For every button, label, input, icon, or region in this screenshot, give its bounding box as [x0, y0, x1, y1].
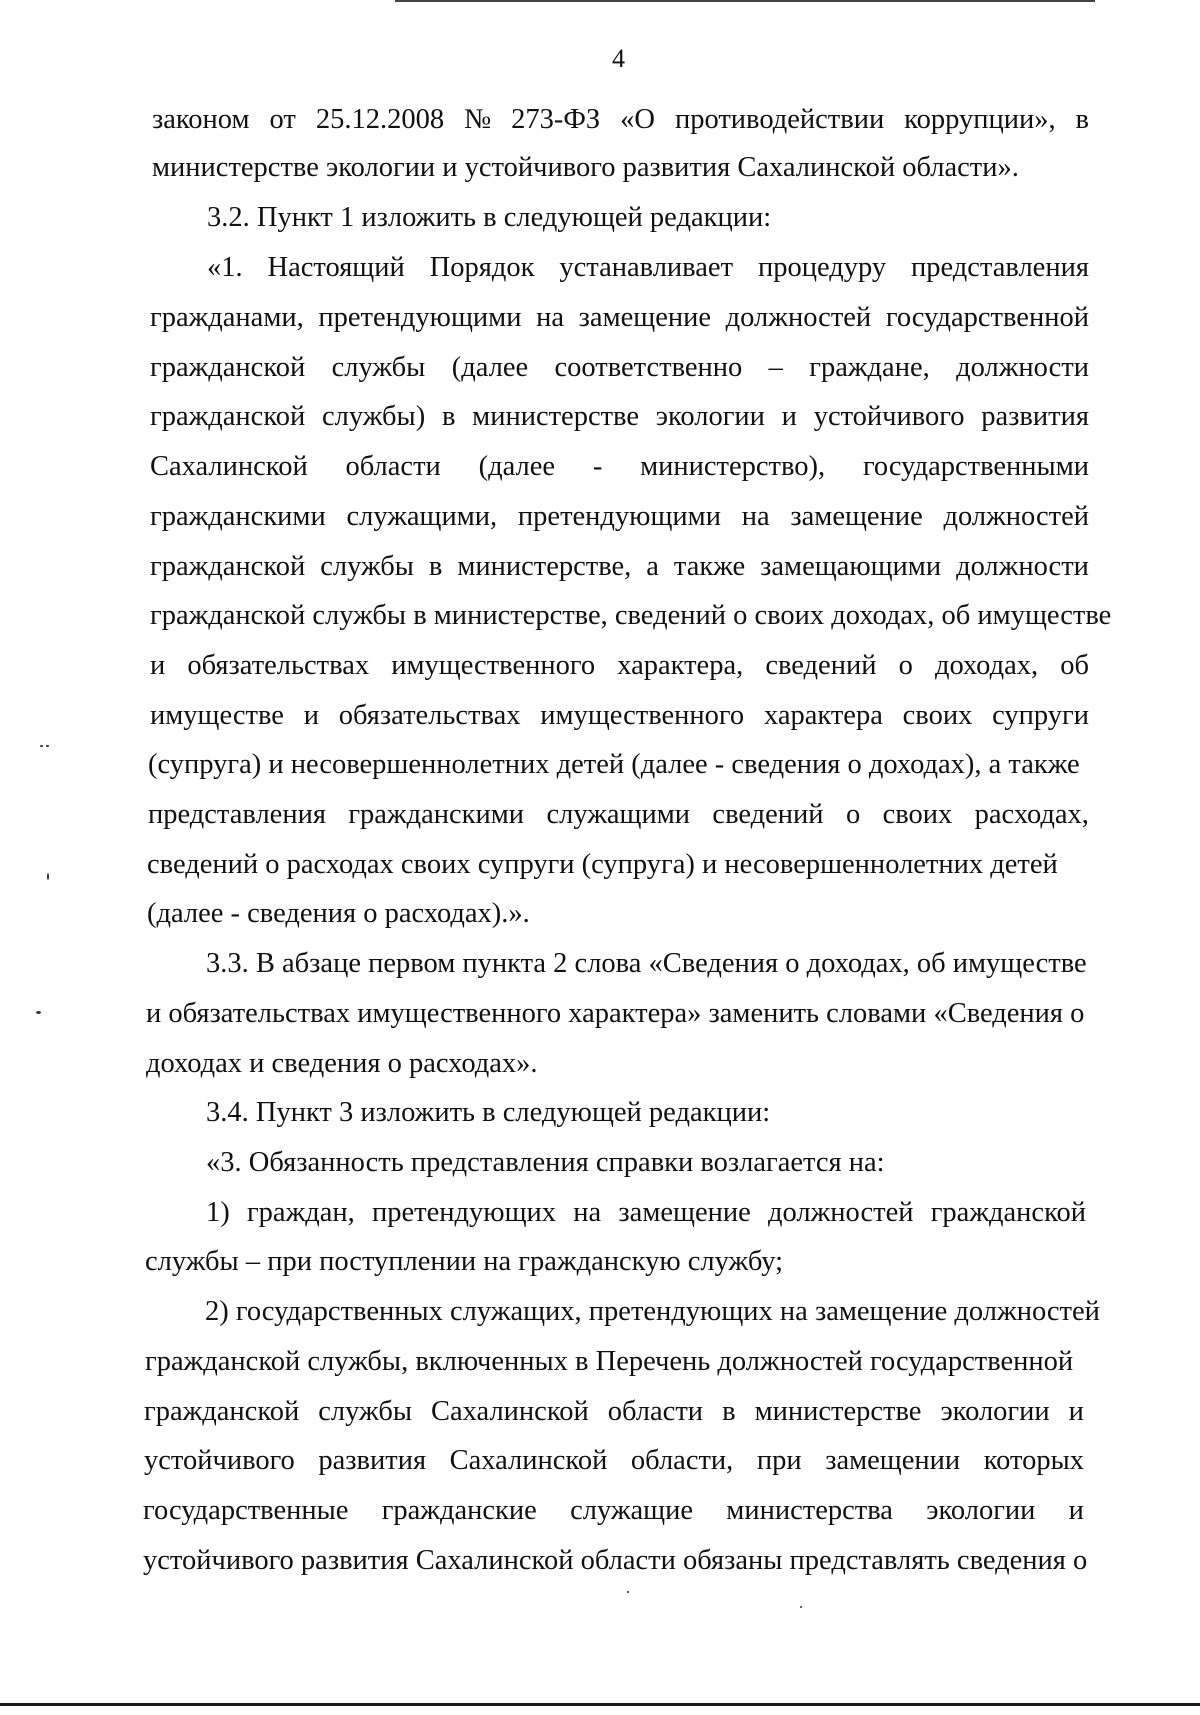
- word: на: [741, 501, 770, 532]
- word: и: [150, 650, 166, 681]
- word: супруги: [992, 700, 1089, 731]
- word: гражданами,: [150, 302, 304, 333]
- word: должностей: [725, 302, 872, 333]
- word: области,: [630, 1445, 734, 1476]
- word: 25.12.2008: [315, 104, 445, 135]
- word: претендующими: [517, 501, 721, 532]
- text-line: [143, 1491, 1084, 1531]
- word: замещение: [578, 302, 712, 333]
- word: замещении: [825, 1445, 961, 1476]
- word: замещение: [618, 1197, 751, 1228]
- text-line: [150, 447, 1089, 487]
- word: представления: [911, 252, 1089, 283]
- bottom-scan-edge: [0, 1703, 1200, 1706]
- word: (далее: [451, 352, 529, 383]
- word: Порядок: [429, 252, 535, 283]
- word: имущественного: [540, 700, 745, 731]
- word: развития: [981, 401, 1089, 432]
- text-line: (далее - сведения о расходах).».: [147, 898, 530, 929]
- word: о: [898, 650, 913, 681]
- word: характера,: [617, 650, 744, 681]
- word: развития: [318, 1445, 427, 1476]
- text-line: службы – при поступлении на гражданскую службу;: [145, 1246, 784, 1277]
- word: граждане,: [809, 352, 930, 383]
- text-line: 2) государственных служащих, претендующих на замещение должностей: [205, 1296, 1100, 1327]
- text-line: [150, 298, 1089, 338]
- word: устойчивого: [813, 401, 965, 432]
- word: при: [756, 1445, 802, 1476]
- word: противодействии: [674, 104, 885, 135]
- word: обязательствах: [187, 650, 370, 681]
- word: министерство),: [640, 451, 826, 482]
- word: министерстве,: [457, 551, 632, 582]
- word: экологии: [655, 401, 765, 432]
- text-line: [144, 1441, 1084, 1481]
- word: имущественного: [391, 650, 596, 681]
- scan-mark: [40, 745, 43, 747]
- word: должности: [956, 551, 1089, 582]
- scan-mark: [47, 873, 49, 880]
- text-line: министерстве экологии и устойчивого развития Сахалинской области».: [152, 152, 1019, 183]
- word: в: [441, 401, 456, 432]
- text-line: [150, 696, 1089, 736]
- word: об: [1060, 650, 1089, 681]
- word: №: [464, 104, 492, 135]
- text-line: [206, 1193, 1086, 1233]
- word: службы: [318, 1396, 412, 1427]
- word: сведений: [712, 799, 824, 830]
- word: гражданскими: [150, 501, 326, 532]
- text-line: [144, 1392, 1084, 1432]
- text-line: [152, 100, 1089, 140]
- word: Сахалинской: [449, 1445, 608, 1476]
- word: службы): [321, 401, 426, 432]
- word: устойчивого: [144, 1445, 295, 1476]
- word: экологии: [940, 1396, 1050, 1427]
- word: и: [1068, 1396, 1084, 1427]
- word: коррупции»,: [904, 104, 1056, 135]
- word: 273-ФЗ: [511, 104, 601, 135]
- text-line: и обязательствах имущественного характера» заменить словами «Сведения о: [146, 998, 1085, 1029]
- word: сведений: [765, 650, 877, 681]
- word: гражданской: [150, 352, 306, 383]
- word: «О: [620, 104, 656, 135]
- word: гражданской: [144, 1396, 300, 1427]
- word: от: [269, 104, 296, 135]
- word: своих: [882, 799, 953, 830]
- text-line: устойчивого развития Сахалинской области обязаны представлять сведения о: [143, 1545, 1088, 1576]
- word: своих: [902, 700, 973, 731]
- text-line: [150, 397, 1089, 437]
- word: на: [573, 1197, 602, 1228]
- word: гражданской: [930, 1197, 1086, 1228]
- word: должности: [956, 352, 1089, 383]
- word: гражданскими: [348, 799, 525, 830]
- word: расходах,: [974, 799, 1089, 830]
- word: служащими: [546, 799, 691, 830]
- word: в: [722, 1396, 736, 1427]
- word: Сахалинской: [431, 1396, 589, 1427]
- word: законом: [152, 104, 250, 135]
- top-scan-edge: [395, 0, 1095, 2]
- word: государственными: [862, 451, 1089, 482]
- word: процедуру: [757, 252, 887, 283]
- word: гражданской: [150, 551, 306, 582]
- word: на: [536, 302, 565, 333]
- word: а: [646, 551, 659, 582]
- scan-mark: [36, 1011, 41, 1014]
- word: служащими,: [346, 501, 498, 532]
- word: «1.: [207, 252, 243, 283]
- word: в: [428, 551, 443, 582]
- word: представления: [148, 799, 326, 830]
- word: 1): [206, 1197, 230, 1228]
- scan-mark: [46, 745, 49, 747]
- word: и: [1068, 1495, 1084, 1526]
- text-line: гражданской службы, включенных в Перечень должностей государственной: [145, 1346, 1074, 1377]
- word: должностей: [943, 501, 1089, 532]
- word: обязательствах: [338, 700, 521, 731]
- word: области: [607, 1396, 704, 1427]
- word: министерстве: [754, 1396, 922, 1427]
- text-line: гражданской службы в министерстве, сведений о своих доходах, об имуществе: [150, 600, 1112, 631]
- word: министерстве: [472, 401, 639, 432]
- text-line: [150, 547, 1089, 587]
- word: замещение: [790, 501, 923, 532]
- word: служащие: [570, 1495, 694, 1526]
- word: области: [345, 451, 441, 482]
- word: –: [768, 352, 783, 383]
- word: Настоящий: [267, 252, 405, 283]
- text-line: [207, 248, 1089, 288]
- word: экологии: [926, 1495, 1036, 1526]
- word: претендующими: [318, 302, 522, 333]
- word: имуществе: [150, 700, 284, 731]
- word: также: [673, 551, 746, 582]
- word: в: [1075, 104, 1089, 135]
- word: гражданские: [381, 1495, 537, 1526]
- word: государственные: [143, 1495, 349, 1526]
- text-line: [150, 348, 1089, 388]
- word: граждан,: [246, 1197, 355, 1228]
- text-line: [150, 646, 1089, 686]
- text-line: [150, 497, 1089, 537]
- word: должностей: [767, 1197, 914, 1228]
- word: претендующих: [372, 1197, 557, 1228]
- word: устанавливает: [559, 252, 734, 283]
- word: службы: [320, 551, 414, 582]
- text-line: 3.3. В абзаце первом пункта 2 слова «Сведения о доходах, об имуществе: [206, 948, 1087, 979]
- word: государственной: [885, 302, 1089, 333]
- scan-mark: [627, 1591, 629, 1593]
- word: и: [303, 700, 319, 731]
- page-number: 4: [612, 44, 625, 73]
- word: службы: [331, 352, 426, 383]
- word: соответственно: [554, 352, 743, 383]
- text-line: (супруга) и несовершеннолетних детей (далее - сведения о доходах), а также: [148, 749, 1080, 780]
- text-line: 3.4. Пункт 3 изложить в следующей редакции:: [206, 1097, 771, 1128]
- text-line: [148, 795, 1089, 835]
- text-line: сведений о расходах своих супруги (супруга) и несовершеннолетних детей: [147, 849, 1058, 880]
- word: министерства: [726, 1495, 893, 1526]
- scan-mark: [800, 1606, 802, 1608]
- word: которых: [983, 1445, 1084, 1476]
- word: характера: [763, 700, 883, 731]
- word: и: [781, 401, 797, 432]
- word: -: [592, 451, 603, 482]
- text-line: «3. Обязанность представления справки возлагается на:: [206, 1147, 885, 1178]
- text-line: 3.2. Пункт 1 изложить в следующей редакции:: [207, 202, 772, 233]
- word: о: [845, 799, 861, 830]
- text-line: доходах и сведения о расходах».: [146, 1048, 538, 1079]
- word: замещающими: [760, 551, 942, 582]
- word: гражданской: [150, 401, 306, 432]
- word: доходах,: [934, 650, 1039, 681]
- word: (далее: [478, 451, 556, 482]
- word: Сахалинской: [150, 451, 308, 482]
